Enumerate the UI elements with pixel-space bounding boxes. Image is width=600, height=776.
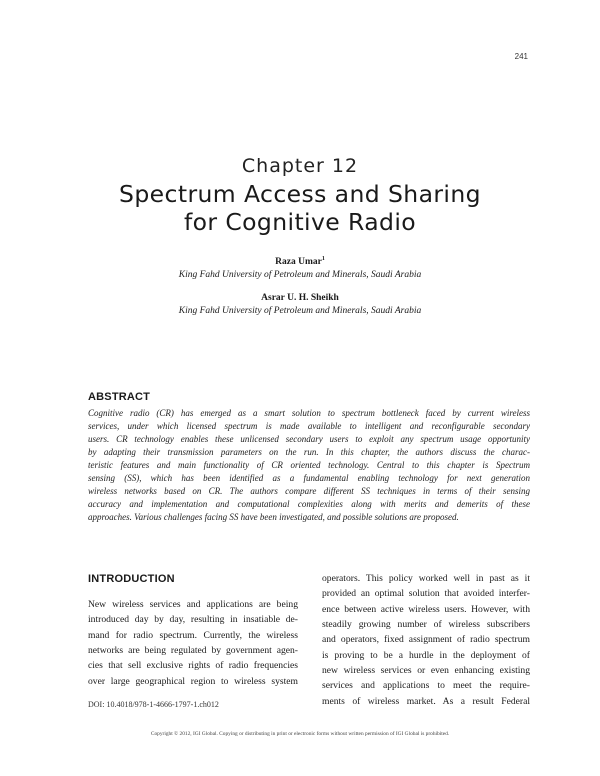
intro-line: over large geographical region to wireless system <box>88 675 298 687</box>
author-affiliation: King Fahd University of Petroleum and Minerals, Saudi Arabia <box>178 306 422 316</box>
abstract-line: sensing (SS), which has been identified as a fundamental enabling technology for next generation <box>88 473 530 484</box>
abstract-line: teristic features and main functionality of CR oriented technology. Central to this chapter is Spectrum <box>88 460 530 471</box>
author-affiliation: King Fahd University of Petroleum and Minerals, Saudi Arabia <box>178 270 422 280</box>
intro-line: new wireless services or even enhancing existing <box>322 665 530 677</box>
intro-line: ments of wireless market. As a result Federal <box>322 695 530 707</box>
chapter-label: Chapter 12 <box>241 155 359 177</box>
author-block <box>0 292 600 317</box>
doi-footnote: DOI: 10.4018/978-1-4666-1797-1.ch012 <box>88 700 219 709</box>
chapter-title-line: for Cognitive Radio <box>183 208 417 236</box>
abstract-line: wireless networks based on CR. The authors compare different SS techniques in terms of their sensing <box>88 486 530 497</box>
abstract-line: approaches. Various challenges facing SS have been investigated, and possible solutions are proposed. <box>88 512 459 523</box>
abstract-line: by adapting their transmission parameters on the run. In this chapter, the authors discuss the charac- <box>88 447 530 458</box>
intro-line: networks are being regulated by government agen- <box>88 645 298 657</box>
page-number: 241 <box>514 52 528 61</box>
intro-line: ence between active wireless users. However, with <box>322 603 530 615</box>
abstract-line: accuracy and implementation and computational complexities along with merits and demerits of these <box>88 499 530 510</box>
abstract-heading: ABSTRACT <box>88 391 151 403</box>
intro-line: mand for radio spectrum. Currently, the wireless <box>88 629 298 641</box>
abstract-body <box>88 407 530 524</box>
intro-line: provided an optimal solution that avoided interfer- <box>322 588 530 600</box>
author-block <box>0 256 600 281</box>
abstract-line: users. CR technology enables these unlicensed secondary users to exploit any spectrum usage opportunity <box>88 434 530 445</box>
copyright-notice: Copyright © 2012, IGI Global. Copying or distributing in print or electronic forms without written permission of IGI Global is prohibited. <box>150 731 450 737</box>
abstract-line: Cognitive radio (CR) has emerged as a smart solution to spectrum bottleneck faced by current wireless <box>88 408 530 418</box>
intro-line: and operators, fixed assignment of radio spectrum <box>322 634 530 646</box>
intro-line: is proving to be a hurdle in the deployment of <box>322 649 530 661</box>
chapter-title <box>0 180 600 236</box>
author-name: Asrar U. H. Sheikh <box>261 293 339 303</box>
intro-right-column <box>322 571 530 709</box>
intro-line: services and applications to meet the require- <box>322 680 530 692</box>
intro-line: introduced day by day, resulting in insatiable de- <box>88 614 298 626</box>
intro-line: New wireless services and applications are being <box>88 599 298 610</box>
author-name: Raza Umar$^1$ <box>275 255 325 267</box>
footnote-mark: 1 <box>321 255 325 262</box>
intro-left-column <box>88 597 298 689</box>
intro-line: steadily growing number of wireless subscribers <box>322 619 530 631</box>
introduction-heading: INTRODUCTION <box>88 573 175 585</box>
intro-line: operators. This policy worked well in past as it <box>322 573 530 584</box>
intro-line: cies that sell exclusive rights of radio frequencies <box>88 660 298 672</box>
chapter-title-line: Spectrum Access and Sharing <box>119 180 481 208</box>
abstract-line: services, under which licensed spectrum is made available to intelligent and reconfigurable secondary <box>88 421 530 432</box>
